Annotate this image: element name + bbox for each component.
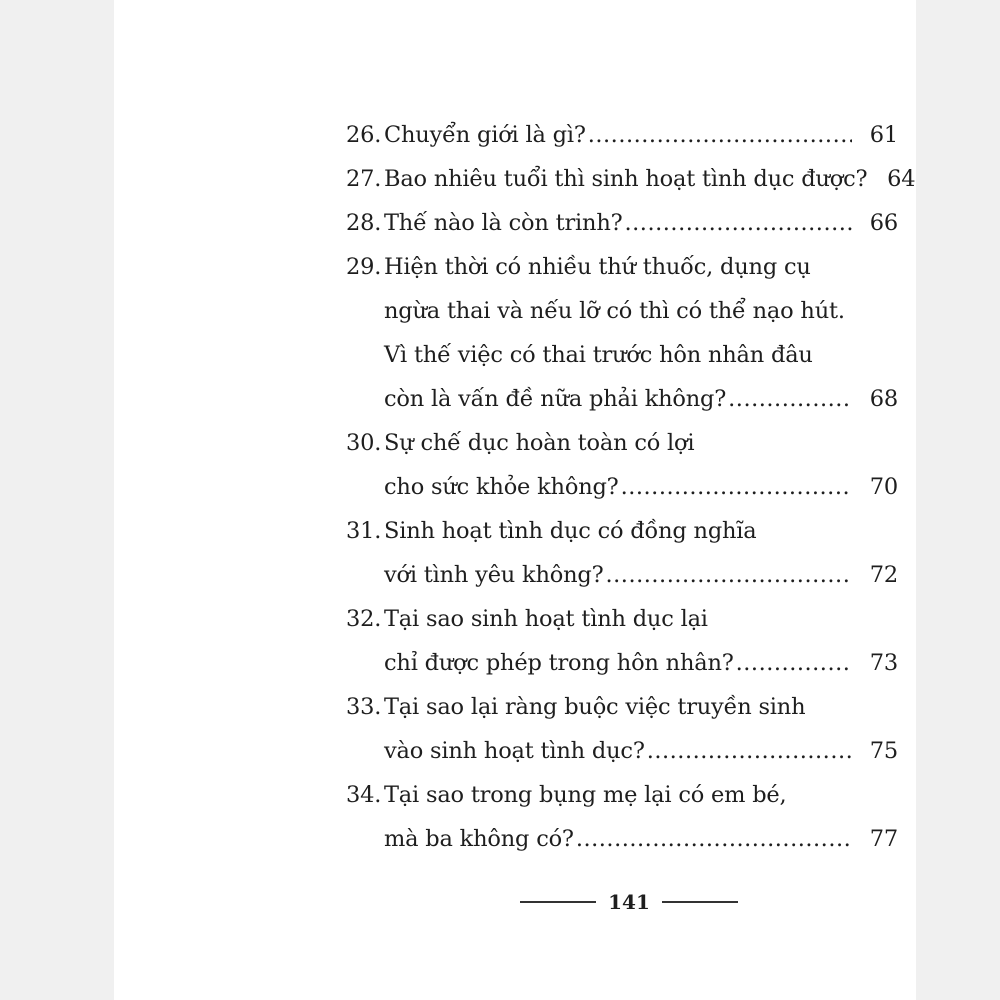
toc-line: [346, 465, 898, 509]
toc-line: [346, 113, 898, 157]
toc-line: [346, 641, 898, 685]
toc-entry-title: Sự chế dục hoàn toàn có lợi: [384, 430, 695, 456]
dot-leader: [625, 201, 853, 245]
toc-entry-number: 27.: [346, 166, 382, 192]
toc-entry-number: 26.: [346, 122, 382, 148]
page-number: 141: [608, 890, 650, 914]
toc-entry-number: 28.: [346, 210, 382, 236]
toc-entry-title: Tại sao lại ràng buộc việc truyền sinh: [384, 694, 806, 720]
toc-page-number: 75: [869, 738, 898, 764]
dot-leader: [647, 729, 852, 773]
table-of-contents: [346, 113, 916, 861]
toc-line: [346, 685, 898, 729]
dot-leader: [621, 465, 852, 509]
toc-entry: [346, 597, 898, 685]
toc-page-number: 61: [869, 122, 898, 148]
toc-entry: [346, 421, 898, 509]
toc-line: [346, 729, 898, 773]
dot-leader: [736, 641, 852, 685]
toc-entry-title: Tại sao sinh hoạt tình dục lại: [384, 606, 708, 632]
toc-entry-number: 33.: [346, 694, 382, 720]
toc-line: [346, 245, 898, 289]
toc-page-number: 73: [869, 650, 898, 676]
dot-leader: [728, 377, 852, 421]
toc-entry-title: ngừa thai và nếu lỡ có thì có thể nạo hút.: [384, 298, 845, 324]
toc-entry-title: Thế nào là còn trinh?: [384, 210, 623, 236]
toc-page-number: 64: [887, 166, 916, 192]
toc-line: [346, 377, 898, 421]
toc-entry-number: 32.: [346, 606, 382, 632]
toc-line: [346, 289, 898, 333]
toc-entry: [346, 157, 916, 201]
toc-line: [346, 421, 898, 465]
toc-entry-title: vào sinh hoạt tình dục?: [384, 738, 645, 764]
toc-entry-title: chỉ được phép trong hôn nhân?: [384, 650, 734, 676]
toc-line: [346, 333, 898, 377]
page-footer: [518, 885, 740, 919]
toc-entry-number: 31.: [346, 518, 382, 544]
toc-entry-title: Hiện thời có nhiều thứ thuốc, dụng cụ: [384, 254, 811, 280]
toc-entry-title: còn là vấn đề nữa phải không?: [384, 386, 727, 412]
toc-entry: [346, 201, 898, 245]
toc-line: [346, 201, 898, 245]
toc-page-number: 70: [869, 474, 898, 500]
dot-leader: [588, 113, 852, 157]
toc-entry: [346, 509, 898, 597]
toc-line: [346, 509, 898, 553]
toc-entry-number: 30.: [346, 430, 382, 456]
toc-entry-number: 34.: [346, 782, 382, 808]
toc-entry-title: với tình yêu không?: [384, 562, 604, 588]
toc-page-number: 72: [869, 562, 898, 588]
toc-entry-number: 29.: [346, 254, 382, 280]
toc-line: [346, 157, 916, 201]
toc-entry: [346, 113, 898, 157]
toc-line: [346, 817, 898, 861]
toc-entry-title: cho sức khỏe không?: [384, 474, 619, 500]
toc-line: [346, 553, 898, 597]
toc-page-number: 77: [869, 826, 898, 852]
book-page: [114, 0, 916, 1000]
footer-rule-left: [520, 901, 596, 903]
toc-entry-title: Chuyển giới là gì?: [384, 122, 586, 148]
toc-entry-title: Tại sao trong bụng mẹ lại có em bé,: [384, 782, 787, 808]
toc-entry-title: Sinh hoạt tình dục có đồng nghĩa: [384, 518, 757, 544]
dot-leader: [605, 553, 852, 597]
toc-line: [346, 773, 898, 817]
footer-rule-right: [662, 901, 738, 903]
toc-page-number: 68: [869, 386, 898, 412]
toc-entry: [346, 245, 898, 421]
toc-line: [346, 597, 898, 641]
toc-entry: [346, 773, 898, 861]
toc-entry: [346, 685, 898, 773]
toc-entry-title: mà ba không có?: [384, 826, 574, 852]
toc-page-number: 66: [869, 210, 898, 236]
dot-leader: [576, 817, 852, 861]
toc-entry-title: Bao nhiêu tuổi thì sinh hoạt tình dục được?: [384, 166, 868, 192]
toc-entry-title: Vì thế việc có thai trước hôn nhân đâu: [384, 342, 813, 368]
